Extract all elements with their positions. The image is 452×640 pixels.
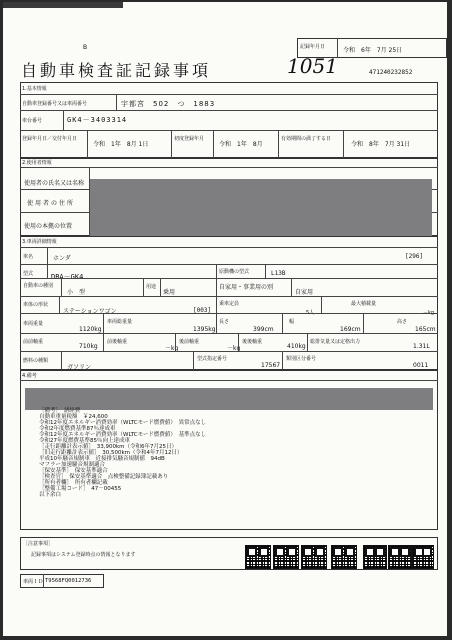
qr-code-6 (388, 545, 412, 569)
capacity-label: 乗車定員 (219, 301, 240, 307)
remark-line: ［整備工場コード］ 47－00455 (39, 486, 122, 492)
rf-label: 後前軸重 (179, 339, 200, 345)
remark-line: 令和12年度エネルギー消費効率（WLTCモード燃費値） 異常点なし (39, 420, 207, 426)
notes-text: 記録事項はシステム登録時点の情報となります (31, 552, 136, 558)
fuel-label: 燃料の種類 (23, 358, 49, 364)
rr-value: 410kg (287, 343, 306, 350)
qr-code-7 (412, 545, 434, 569)
remark-line: マフラー加速騒音規制適合 (39, 462, 106, 468)
notes-title: ［注意事項］ (23, 541, 54, 547)
disp-label: 総排気量又は定格出力 (310, 339, 361, 345)
section-4-title: 4.備考 (22, 373, 37, 379)
fuel-value: ガソリン (67, 364, 92, 371)
width-value: 169cm (340, 326, 361, 333)
record-date-label: 記録年月日 (300, 44, 326, 50)
engine-label: 原動機の型式 (219, 269, 250, 275)
remark-line: ［所有者欄］ 所有者欄記載 (39, 480, 108, 486)
purpose-value: 自家用 (295, 289, 314, 296)
expiry-label: 有効期間の満了する日 (281, 136, 332, 142)
base-location-label: 使用の本拠の位置 (24, 223, 73, 230)
remark-line: 令和12年度エネルギー消費効率（WLTCモード燃費値） 基準点なし (39, 432, 207, 438)
length-label: 長さ (219, 319, 230, 325)
first-reg-label: 初度登録年月 (174, 136, 205, 142)
qr-code-1 (245, 545, 271, 569)
vehicle-id-value: T9568FQ0012736 (45, 578, 92, 584)
reg-number-label: 自動車登録番号又は車両番号 (22, 101, 88, 107)
class-label: 類別区分番号 (286, 356, 317, 362)
qr-code-5 (363, 545, 387, 569)
model-value: DBA－GK4 (51, 273, 84, 281)
shape-label: 車体の形状 (23, 302, 49, 308)
maxload-label: 最大積載量 (351, 301, 377, 307)
gross-label: 車両総重量 (107, 319, 133, 325)
section-3-title: 3.車両詳細情報 (22, 239, 57, 245)
remark-line: 令和2年度燃費基準87％達成車 (39, 426, 116, 432)
ff-value: 710kg (79, 343, 98, 350)
handwritten-number: 1051 (287, 54, 338, 78)
gross-value: 1395kg (193, 326, 216, 333)
remark-line: 以下余白 (39, 492, 62, 498)
maxload-value: －kg (423, 310, 435, 316)
record-date-value: 令和 6年 7月 25日 (343, 47, 403, 54)
section-1-title: 1.基本情報 (22, 86, 47, 92)
serial-number: 471240232852 (369, 69, 413, 76)
reg-number-value: 宇都宮 502 つ 1883 (121, 100, 216, 108)
qr-code-3 (301, 545, 327, 569)
shape-value: ステーションワゴン (63, 308, 117, 315)
weight-label: 車両重量 (23, 321, 44, 327)
rf-value: －kg (227, 345, 241, 352)
use-value: 乗用 (163, 289, 176, 296)
model-label: 型式 (23, 271, 34, 277)
document-page (3, 2, 447, 636)
redacted-remarks-right (233, 388, 433, 410)
use-label: 用途 (146, 284, 157, 290)
remark-line: 自動車重量税額 ￥24,600 (39, 414, 108, 420)
maker-label: 車名 (23, 254, 34, 260)
fr-value: －kg (165, 345, 179, 352)
rr-label: 後後軸重 (242, 339, 263, 345)
reg-date-value: 令和 1年 8月 1日 (93, 141, 149, 148)
remark-line: 平成10年騒音規制車 近接排気騒音規制値 94dB (39, 456, 165, 462)
form-mark: B (83, 44, 88, 51)
fr-label: 前後軸重 (107, 339, 128, 345)
engine-value: L13B (271, 270, 286, 277)
kind-value: 小 型 (67, 289, 86, 296)
reg-date-label: 登録年月日／交付年月日 (22, 136, 78, 142)
maker-value: ホンダ (53, 255, 71, 262)
qr-code-4 (331, 545, 357, 569)
width-label: 幅 (289, 319, 295, 325)
user-name-label: 使用者の氏名又は名称 (24, 180, 85, 187)
qr-code-2 (273, 545, 299, 569)
vehicle-id-label: 車両ＩＤ (23, 579, 44, 585)
remark-line: ［旧走行距離計表示値］ 30,500km（令和4年7月12日） (39, 450, 183, 456)
remark-line: 令和27年度燃費基準85％向上達成車 (39, 438, 130, 444)
cert-value: 17567 (261, 362, 281, 369)
height-value: 165cm (415, 326, 436, 333)
height-label: 高さ (397, 319, 408, 325)
remark-line: ［備考］ 諸経費 (39, 408, 81, 414)
top-dark-bar (3, 2, 123, 8)
kind-label: 自動車の種別 (23, 283, 54, 289)
remark-line: ［走行距離計表示値］ 33,900km（令和6年7月25日） (39, 444, 178, 450)
chassis-value: GK4－3403314 (67, 116, 128, 124)
chassis-label: 車台番号 (22, 118, 43, 124)
disp-value: 1.31L (413, 343, 430, 350)
length-value: 399cm (253, 326, 274, 333)
section-2-title: 2.使用者情報 (22, 160, 52, 166)
remark-line: ［検査官］ 保安基準適合 点検整備記録簿記載あり (39, 474, 169, 480)
purpose-label: 自家用・事業用の別 (219, 284, 274, 291)
redacted-user-info (90, 179, 432, 236)
remark-line: ［保安基準］ 保安基準適合 (39, 468, 108, 474)
first-reg-value: 令和 1年 8月 (219, 141, 263, 148)
ff-label: 前前軸重 (23, 339, 44, 345)
shape-code: [003] (193, 307, 212, 314)
user-address-label: 使用者の住所 (27, 200, 76, 207)
class-value: 0011 (413, 362, 429, 369)
maker-code: [296] (405, 253, 424, 260)
cert-label: 型式指定番号 (197, 356, 228, 362)
expiry-value: 令和 8年 7月 31日 (351, 141, 411, 148)
weight-value: 1120kg (79, 326, 102, 333)
document-title: 自動車検査証記録事項 (21, 61, 212, 80)
capacity-value: 5人 (306, 310, 315, 316)
